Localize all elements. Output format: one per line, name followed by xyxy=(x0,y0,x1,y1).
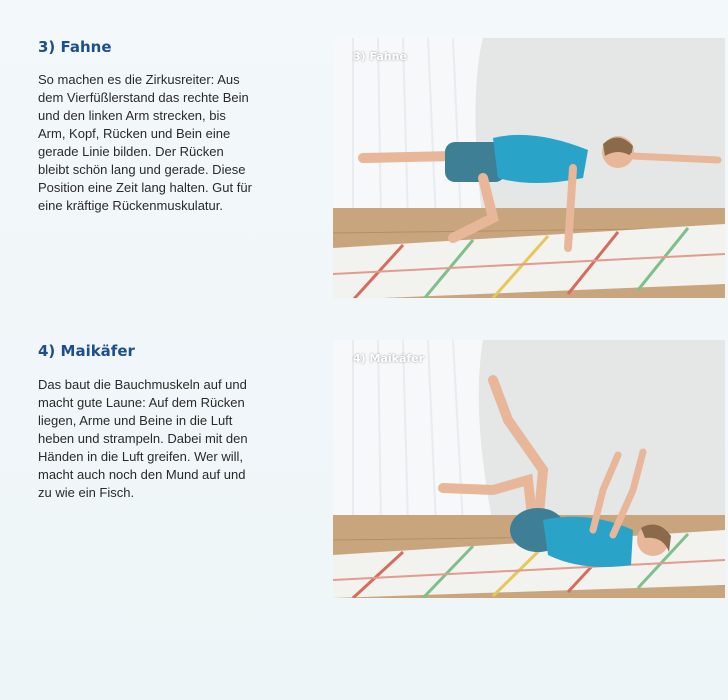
photo-label: 4) Maikäfer xyxy=(353,352,425,365)
photo-label: 3) Fahne xyxy=(353,50,407,63)
exercise-photo-fahne xyxy=(333,38,725,298)
exercise-title: 4) Maikäfer xyxy=(38,342,135,360)
girl-beetle-pose-illustration xyxy=(333,340,725,598)
girl-flag-pose-illustration xyxy=(333,38,725,298)
exercise-title: 3) Fahne xyxy=(38,38,112,56)
exercise-photo-maikaefer xyxy=(333,340,725,598)
exercise-description: So machen es die Zirkusreiter: Aus dem Vierfüßlerstand das rechte Bein und den linken Arm strecken, bis Arm, Kopf, Rücken und Bein eine gerade Linie bilden. Der Rücken bleibt schön lang und gerade. Diese Position eine Zeit lang halten. Gut für eine kräftige Rückenmuskulatur. xyxy=(38,72,252,213)
exercise-description: Das baut die Bauchmuskeln auf und macht gute Laune: Auf dem Rücken liegen, Arme und Beine in die Luft heben und strampeln. Dabei mit den Händen in die Luft greifen. Wer will, macht auch noch den Mund auf und zu wie ein Fisch. xyxy=(38,377,248,500)
exercise-maikaefer xyxy=(0,320,728,700)
exercise-fahne xyxy=(0,0,728,320)
